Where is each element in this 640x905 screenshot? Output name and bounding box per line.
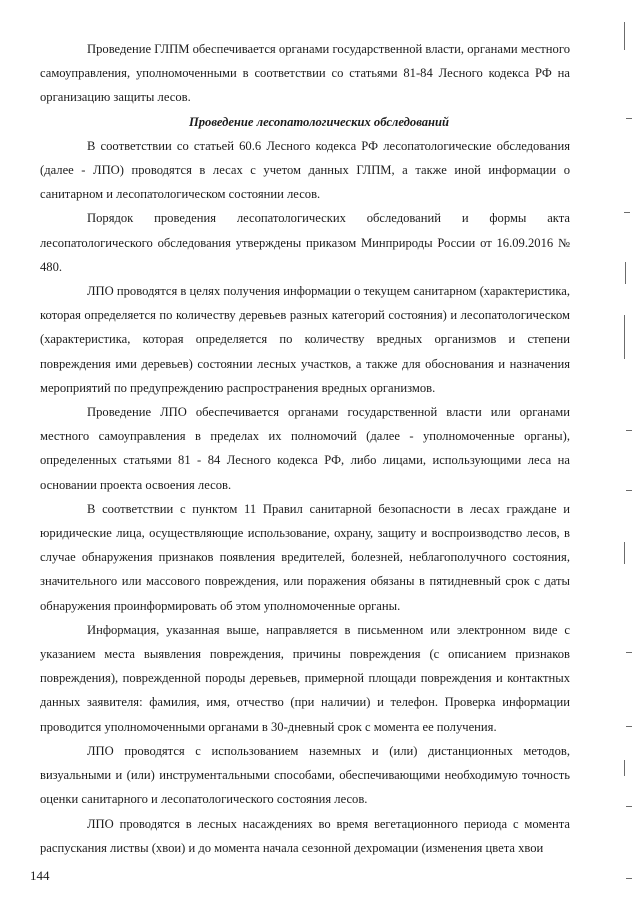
document-body (40, 37, 570, 860)
paragraph-lpo-definition: В соответствии со статьей 60.6 Лесного кодекса РФ лесопатологические обследования (далее - ЛПО) проводятся в лесах с учетом данных ГЛПМ, а также иной информации о санитарном и лесопатологическом состоянии лесов. (40, 138, 570, 202)
paragraph-lpo-methods: ЛПО проводятся с использованием наземных и (или) дистанционных методов, визуальными и (или) инструментальными способами, обеспечивающими необходимую точность оценки санитарного и лесопатологического состояния лесов. (40, 743, 570, 807)
page-number: 144 (30, 868, 50, 883)
paragraph-lpo-authorities: Проведение ЛПО обеспечивается органами государственной власти или органами местного самоуправления в пределах их полномочий (далее - уполномоченные органы), определенных статьями 81 - 84 Лесного кодекса РФ, либо лицами, использующими леса на основании проекта освоения лесов. (40, 405, 570, 492)
paragraph-lpo-procedure: Порядок проведения лесопатологических обследований и формы акта лесопатологического обследования утверждены приказом Минприроды России от 16.09.2016 № 480. (40, 211, 570, 274)
paragraph-lpo-purpose: ЛПО проводятся в целях получения информации о текущем санитарном (характеристика, которая определяется по количеству деревьев разных категорий состояния) и лесопатологическом (характеристика, которая определяется по количеству вредных организмов и степени повреждения ими деревьев) состоянии лесных участков, а также для обоснования и назначения мероприятий по предупреждению распространения вредных организмов. (40, 284, 570, 395)
paragraph-lpo-timing: ЛПО проводятся в лесных насаждениях во время вегетационного периода с момента распускания листвы (хвои) и до момента начала сезонной дехромации (изменения цвета хвои (40, 816, 570, 855)
paragraph-information-submission: Информация, указанная выше, направляется в письменном или электронном виде с указанием места выявления повреждения, причины повреждения (с описанием признаков повреждения), поврежденной породы деревьев, примерной площади повреждения и контактных данных заявителя: фамилия, имя, отчество (при наличии) и телефон. Проверка информации проводится уполномоченными органами в 30-дневный срок с момента ее получения. (40, 622, 570, 734)
section-heading: Проведение лесопатологических обследований (188, 114, 450, 129)
scan-edge-artifacts (612, 0, 634, 905)
paragraph-glpm-responsibility: Проведение ГЛПМ обеспечивается органами государственной власти, органами местного самоуправления, уполномоченными в соответствии со статьями 81-84 Лесного кодекса РФ на организацию защиты лесов. (40, 42, 570, 105)
paragraph-reporting-duty: В соответствии с пунктом 11 Правил санитарной безопасности в лесах граждане и юридические лица, осуществляющие использование, охрану, защиту и воспроизводство лесов, в случае обнаружения признаков появления вредителей, болезней, неблагополучного состояния, значительного или массового повреждения, или поражения обязаны в пятидневный срок с даты обнаружения проинформировать об этом уполномоченные органы. (40, 501, 570, 613)
